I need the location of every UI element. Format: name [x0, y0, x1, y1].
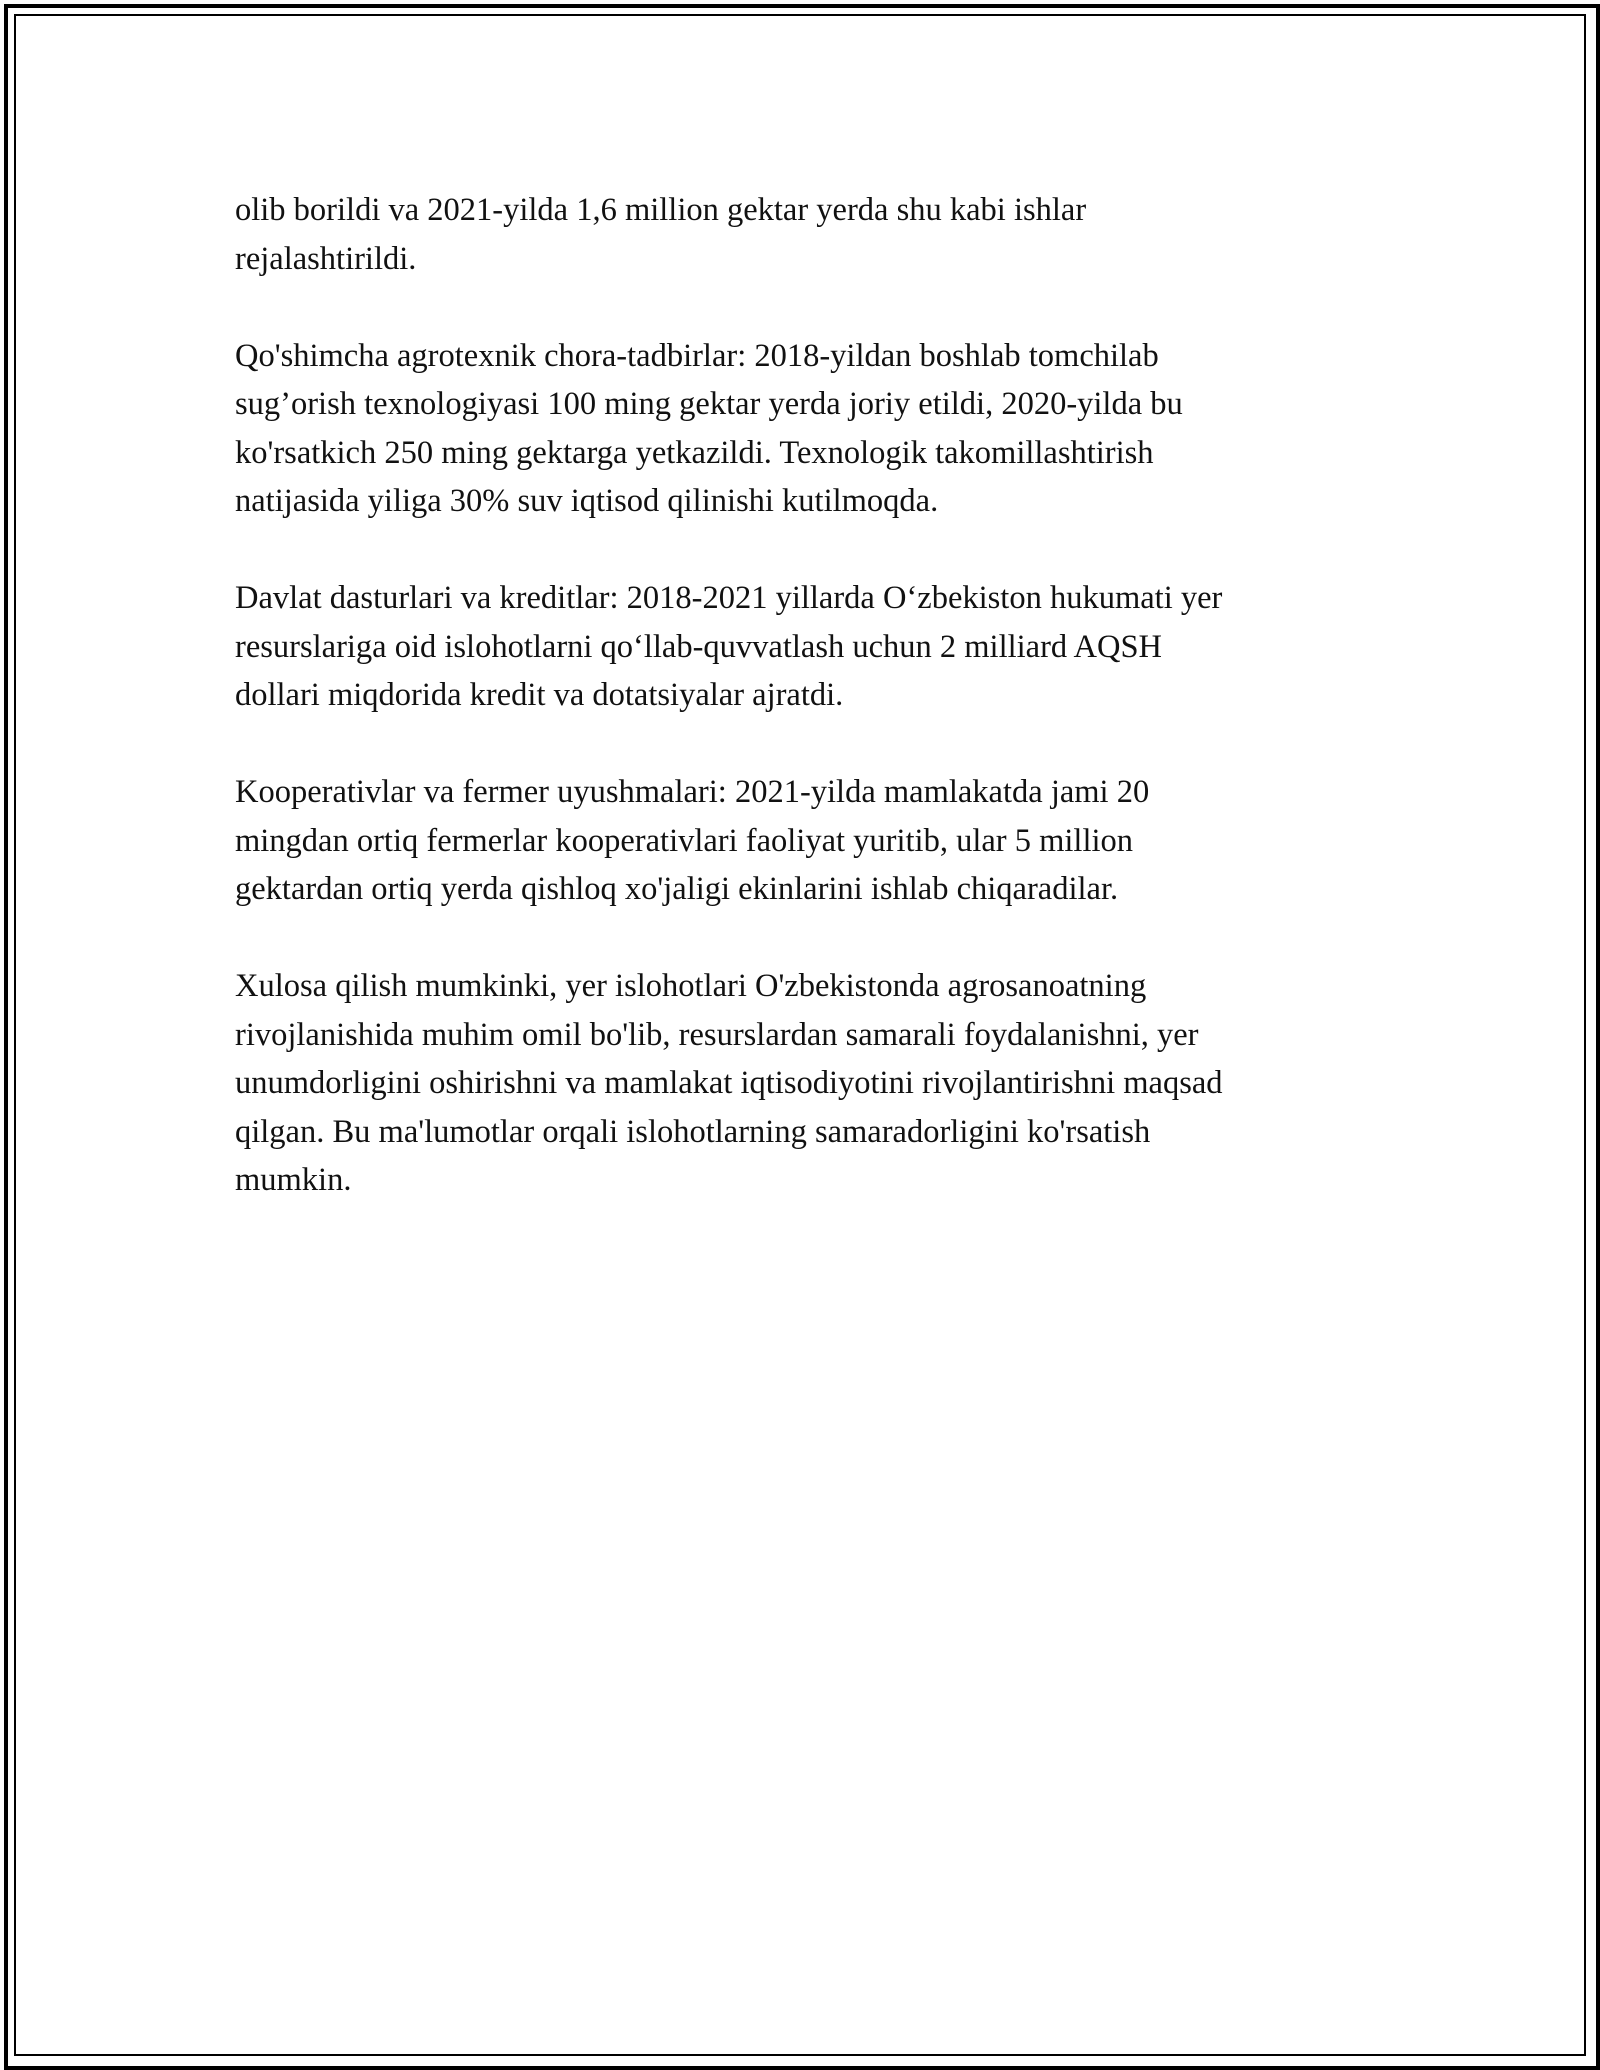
text-line: natijasida yiliga 30% suv iqtisod qilinishi kutilmoqda.	[235, 483, 939, 519]
text-line: mumkin.	[235, 1162, 352, 1198]
text-line: mingdan ortiq fermerlar kooperativlari faoliyat yuritib, ular 5 million	[235, 822, 1134, 859]
text-line: qilgan. Bu ma'lumotlar orqali islohotlarning samaradorligini ko'rsatish	[235, 1113, 1151, 1150]
text-line: rivojlanishida muhim omil bo'lib, resurslardan samarali foydalanishni, yer	[235, 1016, 1199, 1053]
text-line: Xulosa qilish mumkinki, yer islohotlari O'zbekistonda agrosanoatning	[235, 968, 1147, 1004]
text-line: olib borildi va 2021-yilda 1,6 million gektar yerda shu kabi ishlar	[235, 192, 1087, 228]
paragraph-agrotechnical-measures	[235, 332, 1375, 526]
text-line: Davlat dasturlari va kreditlar: 2018-2021 yillarda O‘zbekiston hukumati yer	[235, 580, 1223, 616]
text-line: ko'rsatkich 250 ming gektarga yetkazildi. Texnologik takomillashtirish	[235, 434, 1154, 471]
paragraph-cooperatives	[235, 768, 1375, 914]
text-line: gektardan ortiq yerda qishloq xo'jaligi ekinlarini ishlab chiqaradilar.	[235, 871, 1119, 907]
text-line: unumdorligini oshirishni va mamlakat iqtisodiyotini rivojlantirishni maqsad	[235, 1065, 1223, 1101]
text-line: dollari miqdorida kredit va dotatsiyalar ajratdi.	[235, 677, 844, 713]
document-body	[235, 186, 1375, 1253]
paragraph-state-programs	[235, 574, 1375, 720]
paragraph-conclusion	[235, 962, 1375, 1205]
paragraph-continuation	[235, 186, 1375, 283]
text-line: resurslariga oid islohotlarni qo‘llab-quvvatlash uchun 2 milliard AQSH	[235, 628, 1162, 665]
text-line: Qo'shimcha agrotexnik chora-tadbirlar: 2018-yildan boshlab tomchilab	[235, 337, 1159, 374]
text-line: Kooperativlar va fermer uyushmalari: 2021-yilda mamlakatda jami 20	[235, 774, 1150, 810]
text-line: sug’orish texnologiyasi 100 ming gektar yerda joriy etildi, 2020-yilda bu	[235, 386, 1183, 422]
text-line: rejalashtirildi.	[235, 240, 417, 277]
